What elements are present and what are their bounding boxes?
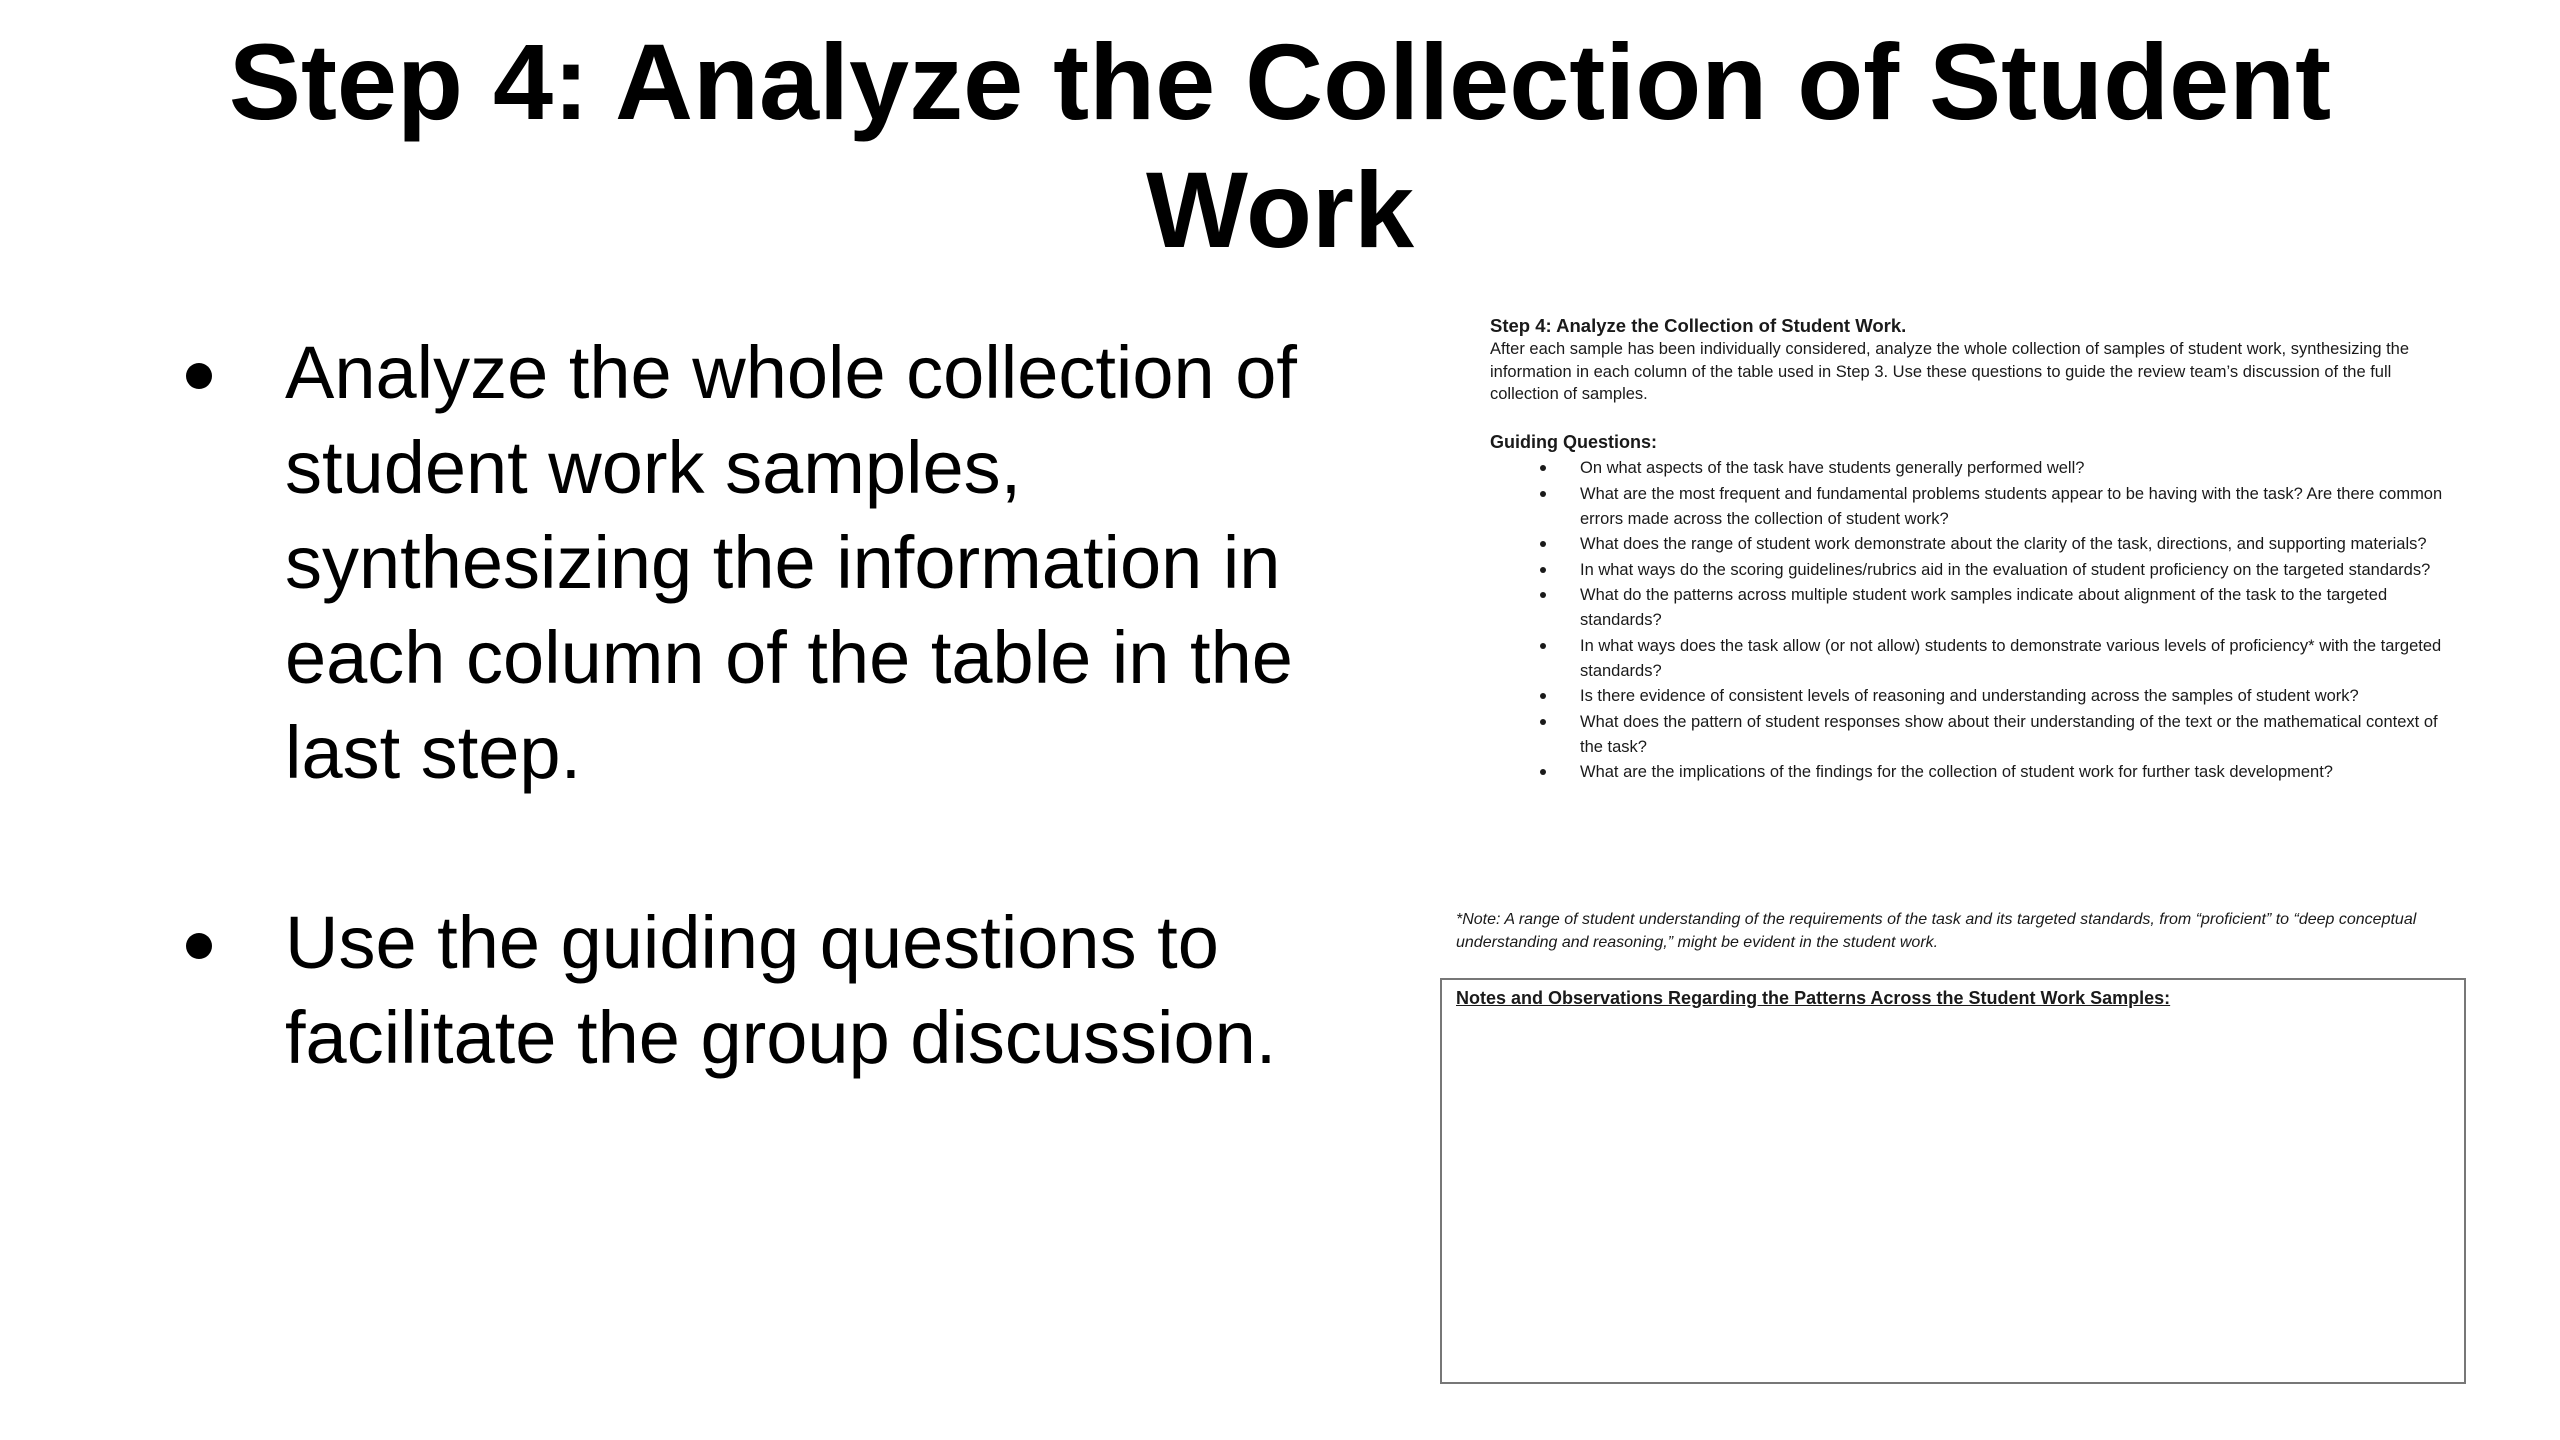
- bullet-icon: [1540, 541, 1546, 547]
- bullet-icon: [1540, 491, 1546, 497]
- bullet-list: [170, 325, 1300, 1085]
- bullet-item: [170, 895, 1300, 1085]
- document-excerpt-image: [1440, 310, 2470, 1390]
- guiding-question: [1490, 583, 2450, 633]
- guiding-question: [1490, 684, 2450, 709]
- bullet-icon: [1540, 643, 1546, 649]
- bullet-icon: [1540, 592, 1546, 598]
- guiding-question-text: Is there evidence of consistent levels of reasoning and understanding across the samples of student work?: [1580, 687, 2359, 705]
- guiding-question: [1490, 760, 2450, 785]
- guiding-questions-list: [1490, 456, 2450, 786]
- guiding-question-text: In what ways does the task allow (or not allow) students to demonstrate various levels of proficiency* with the targeted standards?: [1580, 636, 2442, 680]
- guiding-question-text: What are the implications of the findings for the collection of student work for further task development?: [1580, 763, 2333, 781]
- notes-box-label: Notes and Observations Regarding the Patterns Across the Student Work Samples:: [1456, 988, 2171, 1008]
- bullet-icon: [1540, 693, 1546, 699]
- guiding-question-text: What do the patterns across multiple student work samples indicate about alignment of the task to the targeted standards?: [1580, 586, 2388, 629]
- bullet-icon: [1540, 567, 1546, 573]
- guiding-question: [1490, 482, 2450, 532]
- guiding-question-text: On what aspects of the task have students generally performed well?: [1580, 459, 2085, 477]
- guiding-question-text: What does the pattern of student responses show about their understanding of the text or the mathematical context of the task?: [1580, 712, 2438, 756]
- guiding-questions-label: Guiding Questions:: [1490, 432, 1657, 452]
- guiding-question: [1490, 710, 2450, 760]
- bullet-item: [170, 325, 1300, 800]
- bullet-icon: [1540, 719, 1546, 725]
- bullet-icon: [186, 363, 212, 389]
- proficiency-note: *Note: A range of student understanding of the requirements of the task and its targeted standards, from “proficient” to “deep conceptual understanding and reasoning,” might be evident in the student work.: [1456, 911, 2417, 951]
- bullet-text: Use the guiding questions to facilitate the group discussion.: [285, 901, 1277, 1079]
- bullet-text: Analyze the whole collection of student work samples, synthesizing the information in each column of the table in the last step.: [285, 331, 1297, 794]
- guiding-question-text: What are the most frequent and fundamental problems students appear to be having with the task? Are there common errors made across the collection of student work?: [1580, 484, 2443, 528]
- guiding-question-text: What does the range of student work demonstrate about the clarity of the task, directions, and supporting materials?: [1580, 535, 2427, 553]
- document-heading: Step 4: Analyze the Collection of Student Work.: [1490, 315, 1907, 336]
- bullet-icon: [186, 933, 212, 959]
- guiding-question: [1490, 558, 2450, 583]
- guiding-question-text: In what ways do the scoring guidelines/rubrics aid in the evaluation of student proficiency on the targeted standards?: [1580, 560, 2431, 579]
- bullet-icon: [1540, 769, 1546, 775]
- guiding-question: [1490, 532, 2450, 557]
- document-intro: After each sample has been individually considered, analyze the whole collection of samples of student work, synthesizing the information in each column of the table used in Step 3. Use these questions to guide the review team’s discussion of the full collection of samples.: [1490, 340, 2410, 403]
- guiding-question: [1490, 456, 2450, 481]
- notes-box: [1440, 978, 2466, 1384]
- slide-title: Step 4: Analyze the Collection of Student Work: [228, 21, 2332, 270]
- guiding-question: [1490, 634, 2450, 684]
- bullet-icon: [1540, 465, 1546, 471]
